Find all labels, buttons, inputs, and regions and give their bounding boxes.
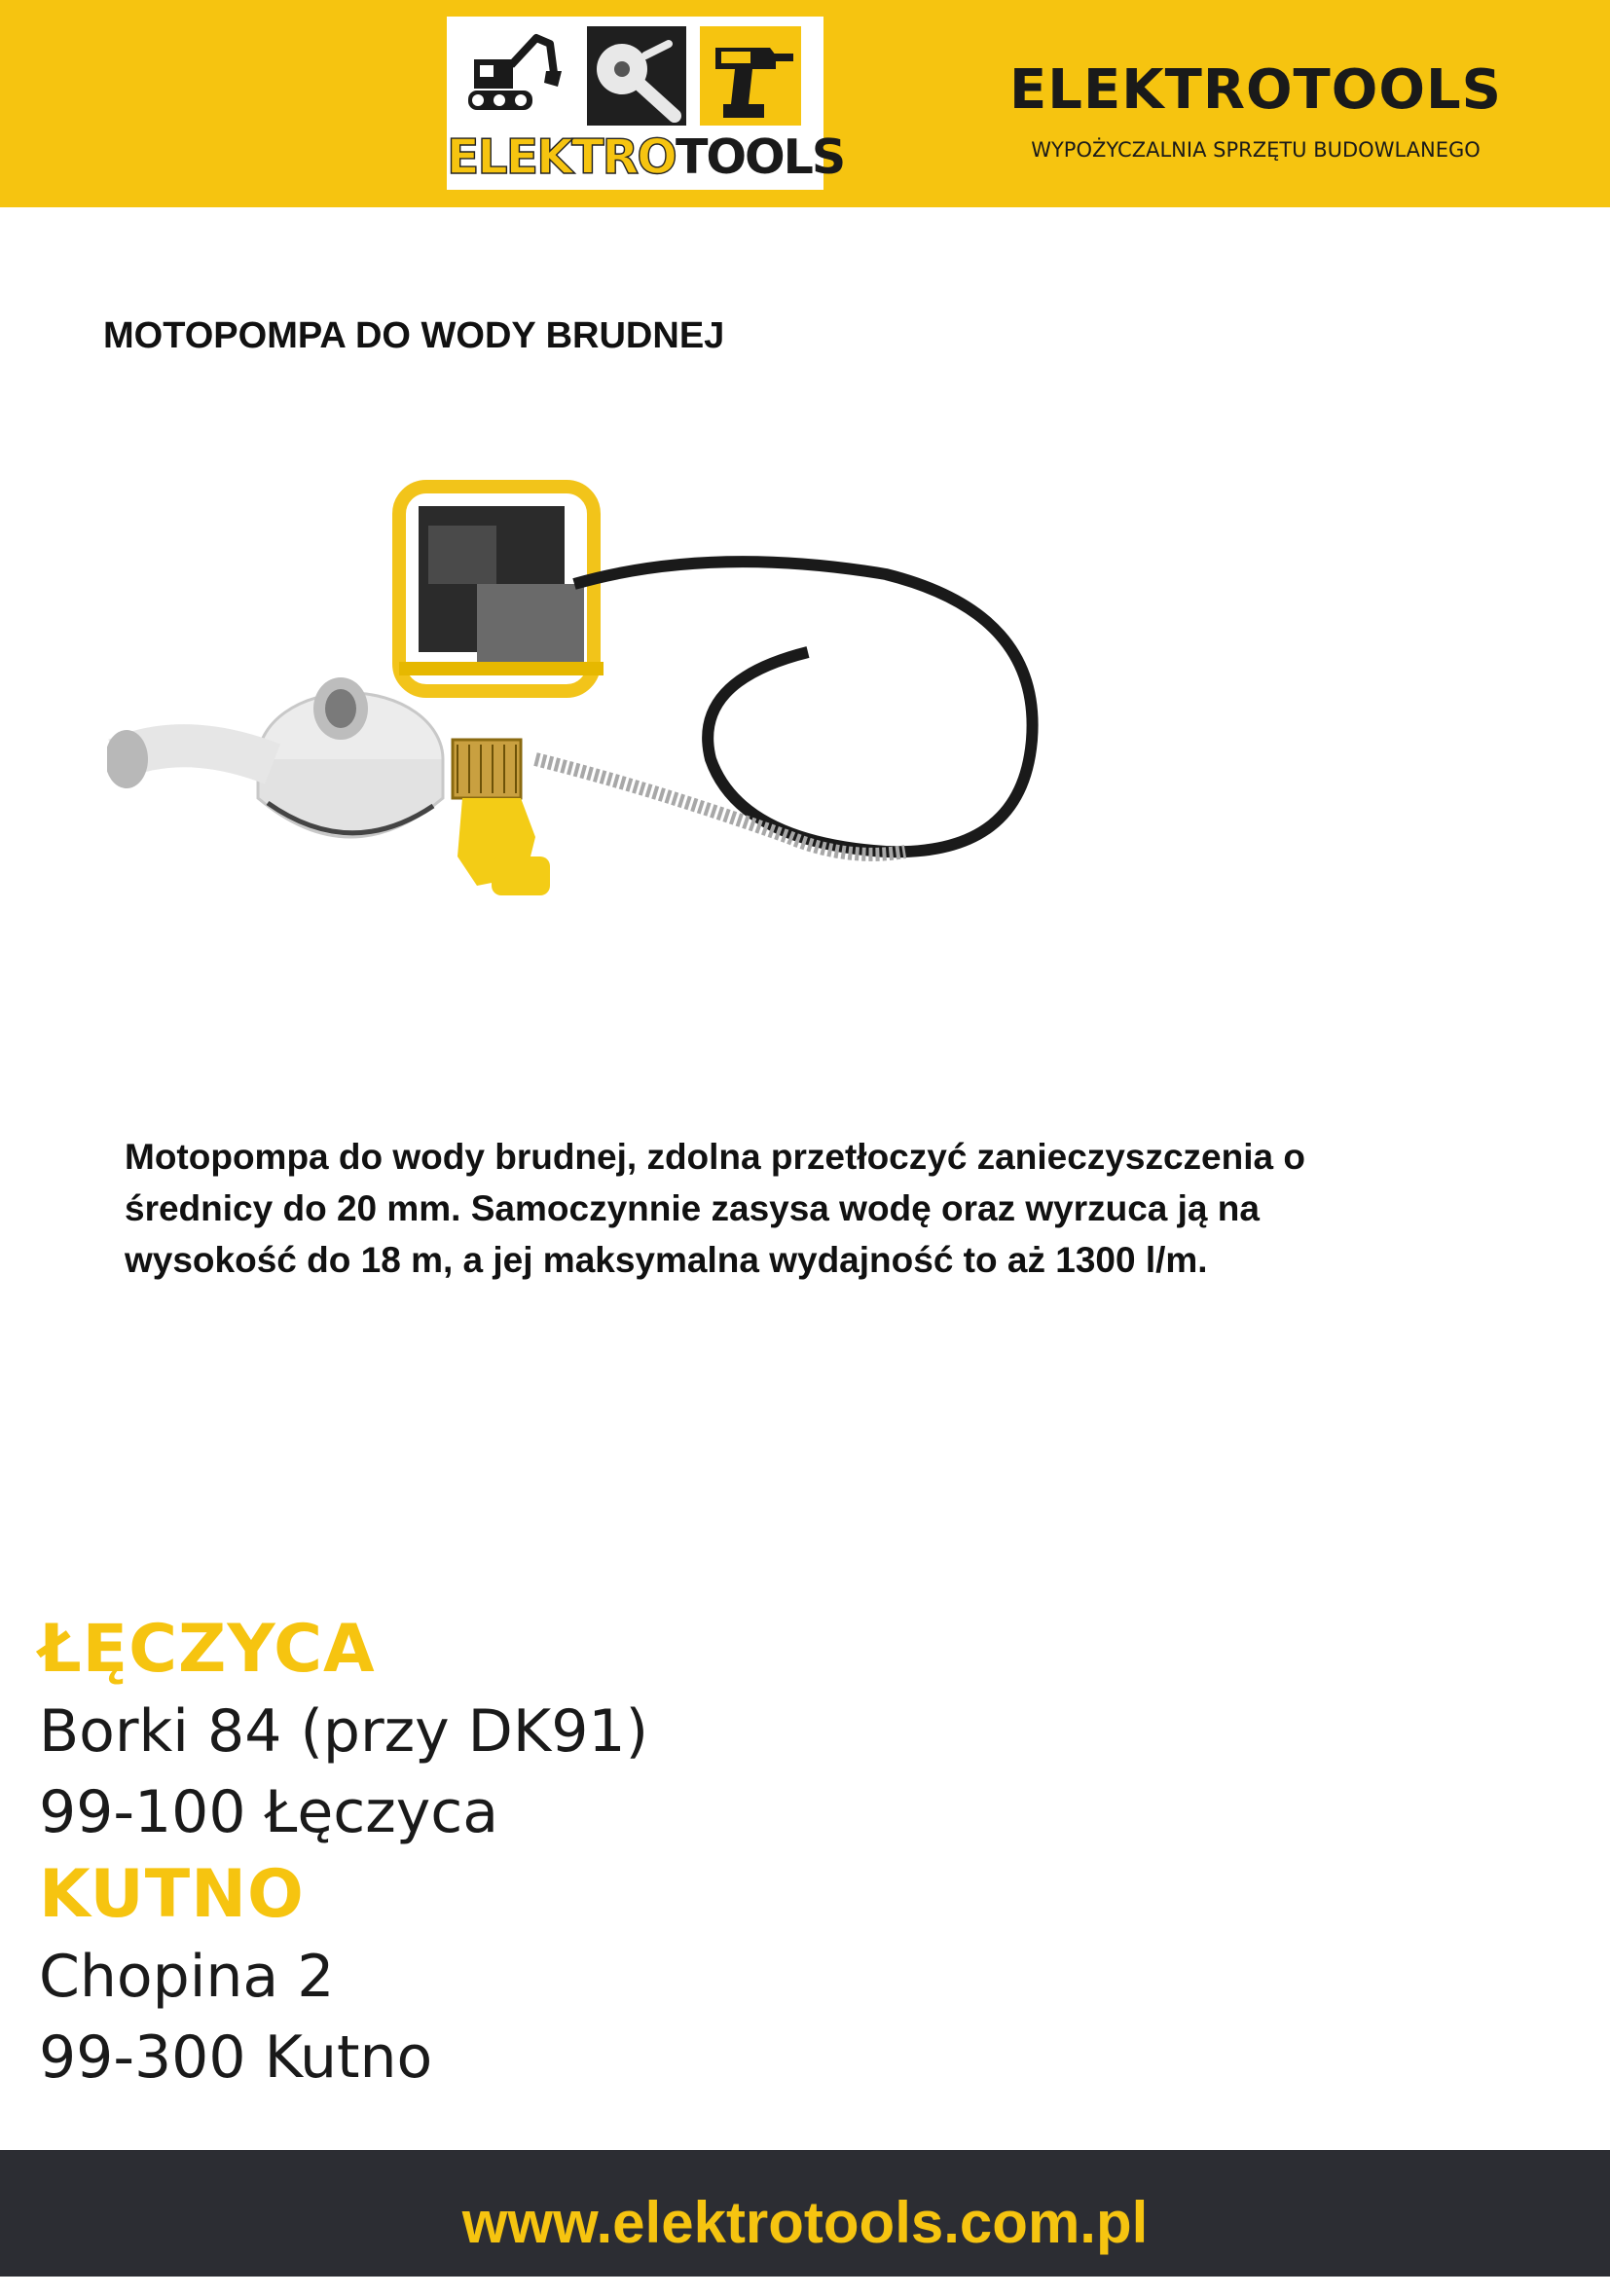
company-logo xyxy=(447,17,845,190)
location-city-kutno: KUTNO xyxy=(39,1856,305,1933)
location-city-leczyca: ŁĘCZYCA xyxy=(39,1611,376,1688)
logo-text-elektro: ELEKTRO xyxy=(447,129,676,185)
product-image xyxy=(107,467,1061,944)
locations xyxy=(39,1608,1207,2098)
location-address-line: Borki 84 (przy DK91) xyxy=(39,1697,648,1766)
logo-icons xyxy=(460,22,811,129)
brand-tagline: WYPOŻYCZALNIA SPRZĘTU BUDOWLANEGO xyxy=(1031,138,1481,162)
location-postal-line: 99-300 Kutno xyxy=(39,2023,433,2092)
logo-wordmark xyxy=(447,129,845,186)
drive-hose xyxy=(574,562,1033,852)
header-bar xyxy=(0,0,1610,207)
brand-name: ELEKTROTOOLS xyxy=(1009,58,1502,122)
location-address-line: Chopina 2 xyxy=(39,1943,335,2011)
product-description: Motopompa do wody brudnej, zdolna przetłoczyć zanieczyszczenia o średnicy do 20 mm. Samoczynnie zasysa wodę oraz wyrzuca ją na wysokość do 18 m, a jej maksymalna wydajność to aż 1300 l/m. xyxy=(125,1137,1305,1280)
pump-engine xyxy=(399,487,604,691)
product-title: MOTOPOMPA DO WODY BRUDNEJ xyxy=(103,315,725,356)
footer-bar xyxy=(0,2150,1610,2277)
logo-text-tools: TOOLS xyxy=(675,129,845,185)
drill-icon xyxy=(700,26,801,126)
angle-grinder-icon xyxy=(587,26,686,126)
excavator-icon xyxy=(468,38,562,110)
website-link[interactable]: www.elektrotools.com.pl xyxy=(461,2190,1149,2255)
location-postal-line: 99-100 Łęczyca xyxy=(39,1778,498,1846)
fire-hose-roll xyxy=(107,677,443,837)
